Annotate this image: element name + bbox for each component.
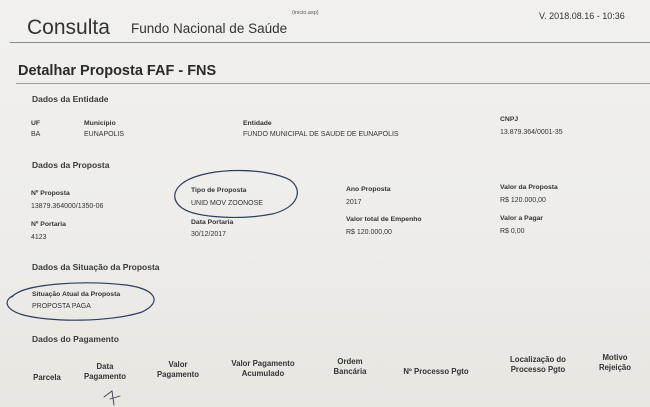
col-parcela: Parcela bbox=[33, 373, 61, 382]
entidade-value: FUNDO MUNICIPAL DE SAUDE DE EUNAPOLIS bbox=[243, 131, 399, 138]
situacao-atual-value: PROPOSTA PAGA bbox=[32, 303, 91, 310]
col-valor-acumulado: Valor Pagamento Acumulado bbox=[231, 359, 295, 378]
section-entidade: Dados da Entidade bbox=[32, 94, 109, 104]
portaria-value: 4123 bbox=[31, 234, 47, 241]
numero-proposta-label: Nº Proposta bbox=[31, 190, 70, 197]
version-stamp: V. 2018.08.16 - 10:36 bbox=[539, 11, 625, 21]
data-portaria-value: 30/12/2017 bbox=[191, 231, 227, 238]
col-data-pagamento: Data Pagamento bbox=[83, 362, 127, 381]
empenho-label: Valor total de Empenho bbox=[346, 216, 422, 223]
organization-name: Fundo Nacional de Saúde bbox=[131, 21, 288, 36]
col-valor-pagamento: Valor Pagamento bbox=[156, 360, 200, 379]
title-divider bbox=[16, 83, 650, 84]
portaria-label: Nº Portaria bbox=[31, 221, 66, 228]
cnpj-value: 13.879.364/0001-35 bbox=[500, 129, 563, 136]
empenho-value: R$ 120.000,00 bbox=[346, 229, 392, 236]
section-proposta: Dados da Proposta bbox=[32, 160, 110, 170]
col-ordem-bancaria: Ordem Bancária bbox=[333, 357, 367, 376]
col-localizacao-processo: Localização do Processo Pgto bbox=[510, 355, 566, 374]
col-numero-processo: Nº Processo Pgto bbox=[403, 367, 469, 376]
tipo-proposta-label: Tipo de Proposta bbox=[191, 187, 247, 194]
uf-label: UF bbox=[31, 120, 41, 127]
a-pagar-label: Valor a Pagar bbox=[500, 215, 544, 222]
entidade-label: Entidade bbox=[243, 120, 272, 127]
section-pagamento: Dados do Pagamento bbox=[32, 334, 119, 344]
municipio-label: Município bbox=[84, 120, 116, 127]
tipo-proposta-value: UNID MOV ZOONOSE bbox=[191, 200, 263, 207]
situacao-atual-label: Situação Atual da Proposta bbox=[32, 291, 121, 298]
ano-proposta-label: Ano Proposta bbox=[346, 186, 391, 193]
valor-proposta-value: R$ 120.000,00 bbox=[500, 197, 546, 204]
municipio-value: EUNAPOLIS bbox=[84, 131, 125, 138]
app-brand: Consulta bbox=[27, 16, 110, 39]
col-motivo-rejeicao: Motivo Rejeição bbox=[598, 353, 632, 372]
numero-proposta-value: 13879.364000/1350-06 bbox=[31, 203, 104, 210]
ano-proposta-value: 2017 bbox=[346, 199, 362, 206]
section-situacao: Dados da Situação da Proposta bbox=[32, 262, 160, 272]
data-portaria-label: Data Portaria bbox=[191, 219, 234, 226]
home-link[interactable]: (inicio.asp) bbox=[292, 10, 319, 16]
circle-situacao-atual bbox=[7, 283, 154, 320]
cnpj-label: CNPJ bbox=[500, 116, 519, 123]
page-title: Detalhar Proposta FAF - FNS bbox=[18, 63, 217, 79]
pen-scribble bbox=[104, 391, 120, 405]
uf-value: BA bbox=[31, 131, 41, 138]
a-pagar-value: R$ 0,00 bbox=[500, 228, 525, 235]
valor-proposta-label: Valor da Proposta bbox=[500, 184, 558, 191]
header-divider bbox=[10, 42, 650, 43]
